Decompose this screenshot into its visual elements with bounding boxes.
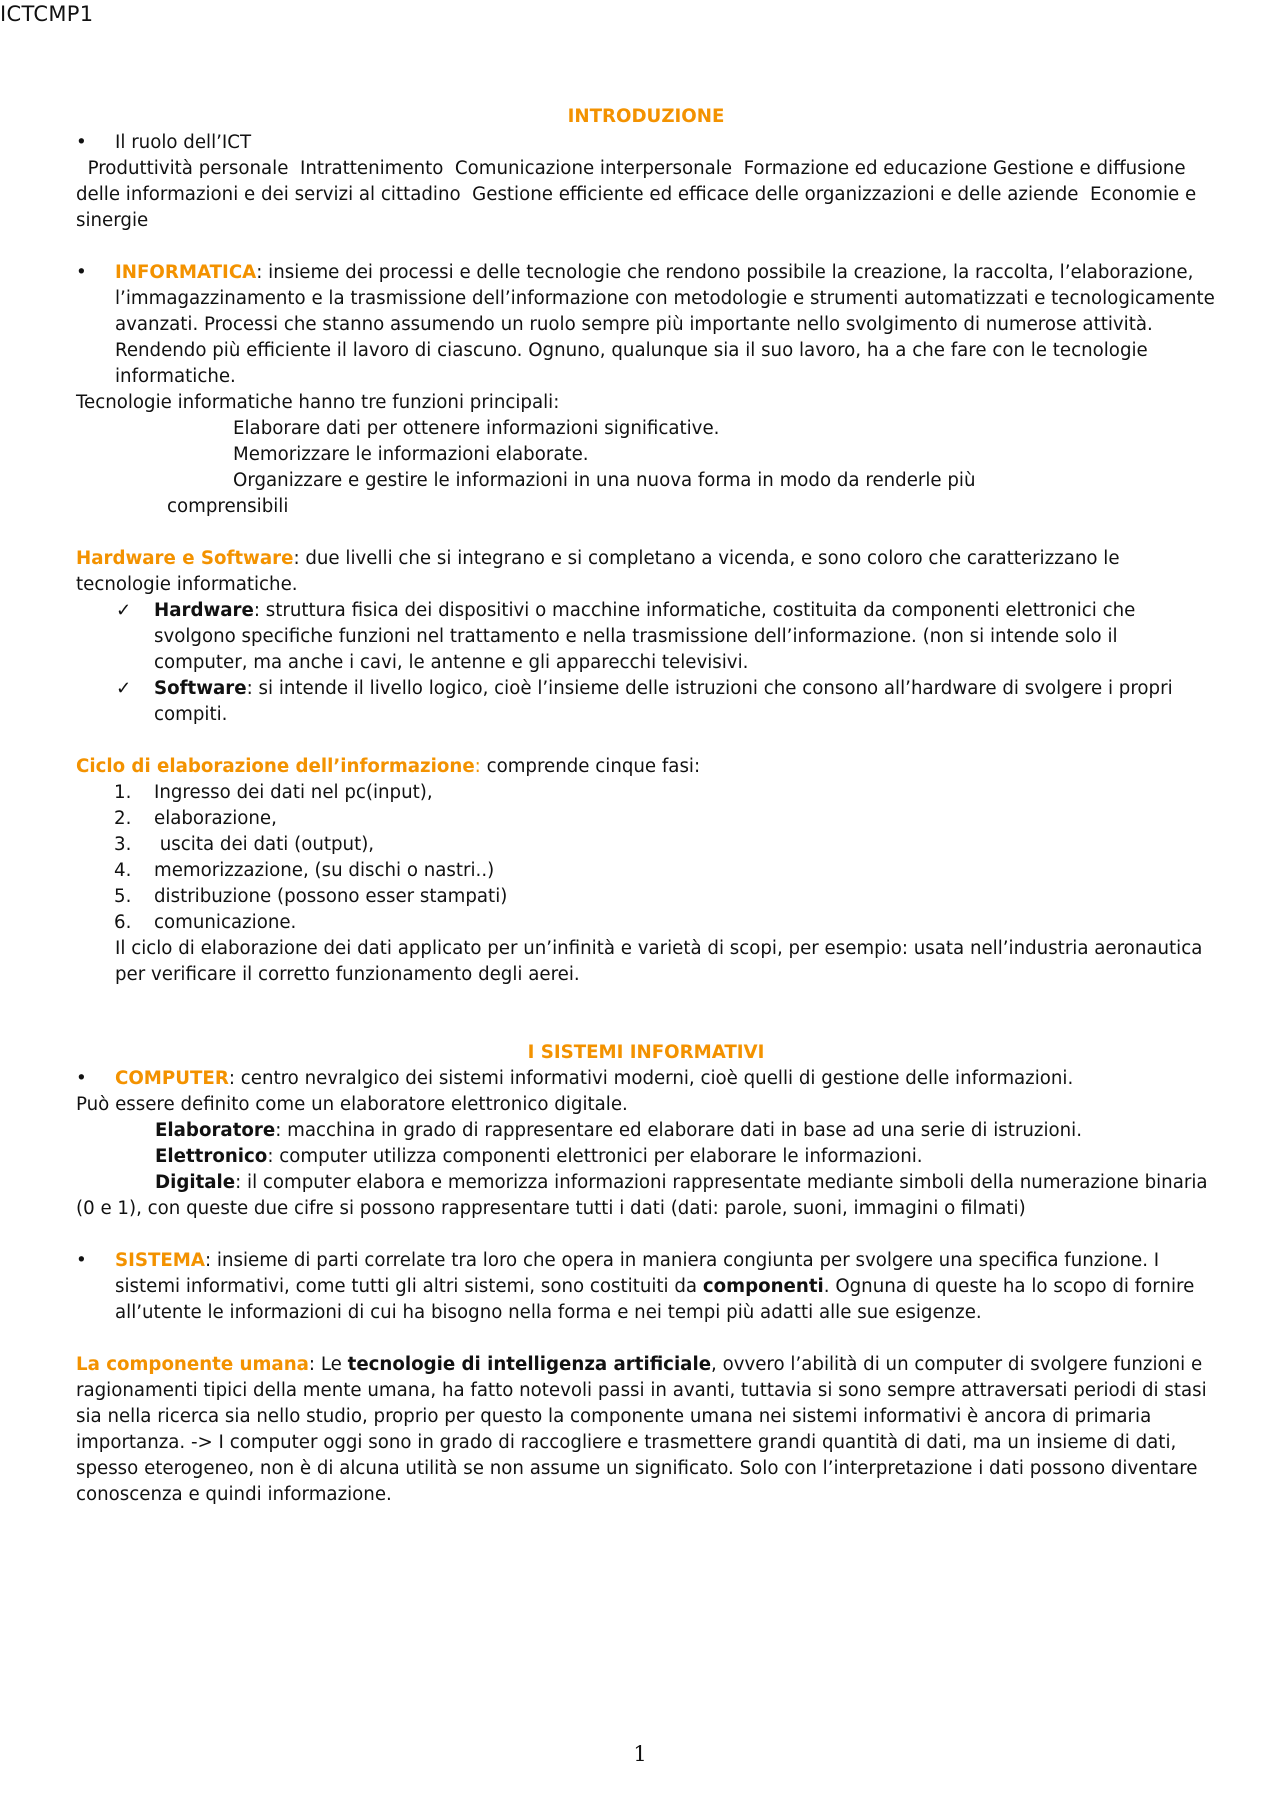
function-item: Elaborare dati per ottenere informazioni significative. <box>233 418 720 439</box>
list-item: 4. memorizzazione, (su dischi o nastri..) <box>114 860 495 881</box>
bullet-mark: • <box>76 1250 87 1271</box>
list-item: 1. Ingresso dei dati nel pc(input), <box>114 782 433 803</box>
list-item: 6. comunicazione. <box>114 912 297 933</box>
bullet-mark: • <box>76 1068 87 1089</box>
definition-elaboratore: Elaboratore: macchina in grado di rappresentare ed elaborare dati in base ad una serie di istruzioni. <box>155 1120 1082 1141</box>
function-item: Memorizzare le informazioni elaborate. <box>233 444 589 465</box>
term-componente-umana: La componente umana <box>76 1354 309 1375</box>
list-item: 2. elaborazione, <box>114 808 277 829</box>
definito-paragraph: Può essere definito come un elaboratore elettronico digitale. <box>76 1094 628 1115</box>
term-sistema: SISTEMA <box>115 1250 205 1271</box>
bullet-mark: • <box>76 132 87 153</box>
definition-digitale: Digitale: il computer elabora e memorizza informazioni rappresentate mediante simboli della numerazione binaria (0 e 1), con queste due cifre si possono rappresentare tutti i dati (dati: parole, suoni, immagini o filmati) <box>76 1172 1208 1219</box>
componente-umana-paragraph: La componente umana: Le tecnologie di intelligenza artificiale, ovvero l’abilità di un computer di svolgere funzioni e ragionamenti tipici della mente umana, ha fatto notevoli passi in avanti, tuttavia si sono sempre attraversati periodi di stasi sia nella ricerca sia nello studio, proprio per questo la componente umana nei sistemi informativi è ancora di primaria importanza. -> I computer oggi sono in grado di raccogliere e trasmettere grandi quantità di dati, ma un insieme di dati, spesso eterogeneo, non è di alcuna utilità se non assume un significato. Solo con l’interpretazione i dati possono diventare conoscenza e quindi informazione. <box>76 1354 1207 1505</box>
term-informatica: INFORMATICA <box>115 262 257 283</box>
ciclo-paragraph: Ciclo di elaborazione dell’informazione: comprende cinque fasi: <box>76 756 701 777</box>
check-item-software: ✓ Software: si intende il livello logico, cioè l’insieme delle istruzioni che consono all’hardware di svolgere i propri compiti. <box>116 678 1173 725</box>
page-number: 1 <box>633 1742 647 1766</box>
term-ciclo: Ciclo di elaborazione dell’informazione <box>76 756 475 777</box>
list-item: 3. uscita dei dati (output), <box>114 834 375 855</box>
term-computer: COMPUTER <box>115 1068 229 1089</box>
function-item-continuation: comprensibili <box>167 496 289 517</box>
ict-roles-paragraph: Produttività personale Intrattenimento Comunicazione interpersonale Formazione ed educazione Gestione e diffusione delle informazioni e dei servizi al cittadino Gestione efficiente ed efficace delle organizzazioni e delle aziende Economie e sinergie <box>76 158 1203 231</box>
hw-sw-paragraph: Hardware e Software: due livelli che si integrano e si completano a vicenda, e sono coloro che caratterizzano le tecnologie informatiche. <box>76 548 1120 595</box>
computer-paragraph: • COMPUTER: centro nevralgico dei sistemi informativi moderni, cioè quelli di gestione delle informazioni. <box>76 1066 1216 1092</box>
check-item-hardware: ✓ Hardware: struttura fisica dei dispositivi o macchine informatiche, costituita da componenti elettronici che svolgono specifiche funzioni nel trattamento e nella trasmissione dell’informazione. (non si intende solo il computer, ma anche i cavi, le antenne e gli apparecchi televisivi. <box>116 600 1136 673</box>
definition-elettronico: Elettronico: computer utilizza componenti elettronici per elaborare le informazioni. <box>155 1146 923 1167</box>
function-item: Organizzare e gestire le informazioni in una nuova forma in modo da renderle più <box>233 470 976 491</box>
informatica-paragraph: • INFORMATICA: insieme dei processi e delle tecnologie che rendono possibile la creazione, la raccolta, l’elaborazione, l’immagazzinamento e la trasmissione dell’informazione con metodologie e strumenti automatizzati e tecnologicamente avanzati. Processi che stanno assumendo un ruolo sempre più importante nello svolgimento di numerose attività. Rendendo più efficiente il lavoro di ciascuno. Ognuno, qualunque sia il suo lavoro, ha a che fare con le tecnologie informatiche. <box>76 262 1215 387</box>
list-item: 5. distribuzione (possono esser stampati) <box>114 886 508 907</box>
section-title-introduzione: INTRODUZIONE <box>567 106 725 127</box>
functions-intro: Tecnologie informatiche hanno tre funzioni principali: <box>76 392 560 413</box>
bullet-ruolo-ict: • Il ruolo dell’ICT <box>76 130 1216 156</box>
ciclo-note: Il ciclo di elaborazione dei dati applicato per un’infinità e varietà di scopi, per esempio: usata nell’industria aeronautica per verificare il corretto funzionamento degli aerei. <box>115 938 1203 985</box>
sistema-paragraph: • SISTEMA: insieme di parti correlate tra loro che opera in maniera congiunta per svolgere una specifica funzione. I sistemi informativi, come tutti gli altri sistemi, sono costituiti da componenti. Ognuna di queste ha lo scopo di fornire all’utente le informazioni di cui ha bisogno nella forma e nei tempi più adatti alle sue esigenze. <box>76 1250 1195 1323</box>
check-icon: ✓ <box>116 600 132 621</box>
check-icon: ✓ <box>116 678 132 699</box>
section-title-sistemi: I SISTEMI INFORMATIVI <box>527 1042 765 1063</box>
term-hardware-software: Hardware e Software <box>76 548 294 569</box>
page-header: ICTCMP1 <box>0 2 94 26</box>
document-body <box>76 104 1216 1508</box>
bullet-mark: • <box>76 262 87 283</box>
